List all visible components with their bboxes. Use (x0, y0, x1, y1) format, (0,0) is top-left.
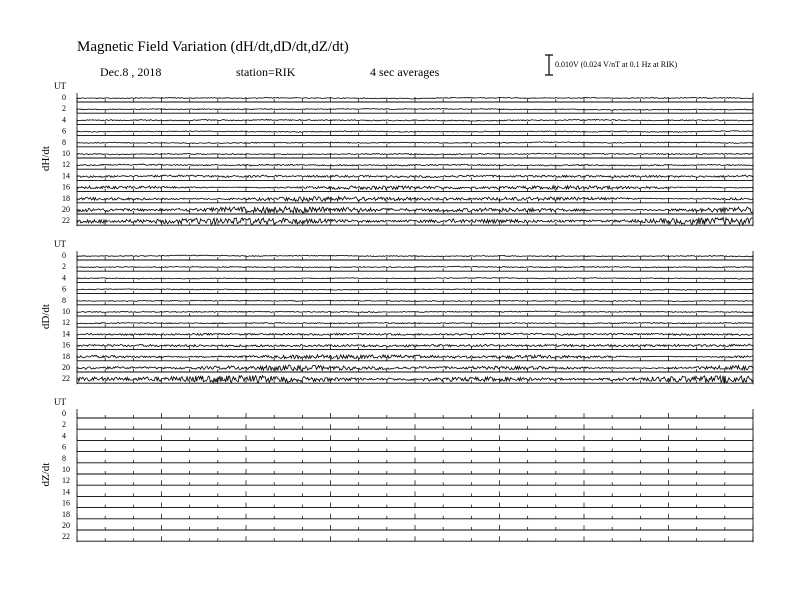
row-label: 20 (62, 205, 70, 214)
date-label: Dec.8 , 2018 (100, 65, 162, 79)
row-label: 2 (62, 104, 66, 114)
row-label: 6 (62, 284, 66, 294)
row-label: 18 (62, 509, 70, 519)
row-label: 8 (62, 453, 66, 463)
row-label: 10 (62, 465, 70, 474)
row-label: 14 (62, 171, 70, 181)
row-label: 16 (62, 498, 70, 508)
row-label: 2 (62, 262, 66, 272)
panel-dH-dt (40, 81, 753, 226)
row-label: 12 (62, 476, 70, 486)
row-label: 16 (62, 340, 70, 350)
averaging-label: 4 sec averages (370, 65, 440, 79)
row-label: 22 (62, 216, 70, 226)
row-label: 10 (62, 307, 70, 316)
row-label: 4 (62, 115, 66, 125)
row-label: 22 (62, 532, 70, 542)
row-label: 4 (62, 431, 66, 441)
y-axis-label: dH/dt (40, 146, 52, 172)
ut-label: UT (54, 397, 66, 407)
scale-bar-icon (545, 55, 553, 75)
panel-dZ-dt (40, 397, 753, 542)
y-axis-label: dZ/dt (40, 462, 52, 487)
row-label: 14 (62, 329, 70, 339)
row-label: 20 (62, 521, 70, 530)
row-label: 20 (62, 363, 70, 372)
panel-dD-dt (40, 239, 753, 384)
row-label: 8 (62, 137, 66, 147)
row-label: 6 (62, 126, 66, 136)
row-label: 18 (62, 193, 70, 203)
row-label: 0 (62, 409, 66, 418)
row-label: 4 (62, 273, 66, 283)
row-label: 10 (62, 149, 70, 158)
row-label: 8 (62, 295, 66, 305)
row-label: 22 (62, 374, 70, 384)
row-label: 12 (62, 318, 70, 328)
ut-label: UT (54, 81, 66, 91)
row-label: 16 (62, 182, 70, 192)
row-label: 0 (62, 251, 66, 260)
ut-label: UT (54, 239, 66, 249)
row-label: 0 (62, 93, 66, 102)
chart-title: Magnetic Field Variation (dH/dt,dD/dt,dZ/dt) (77, 39, 349, 55)
scale-label: 0.010V (0.024 V/nT at 0.1 Hz at RIK) (555, 60, 678, 69)
row-label: 12 (62, 160, 70, 170)
y-axis-label: dD/dt (40, 304, 52, 330)
row-label: 14 (62, 487, 70, 497)
row-label: 18 (62, 351, 70, 361)
row-label: 6 (62, 442, 66, 452)
station-label: station=RIK (236, 65, 296, 79)
row-label: 2 (62, 420, 66, 430)
